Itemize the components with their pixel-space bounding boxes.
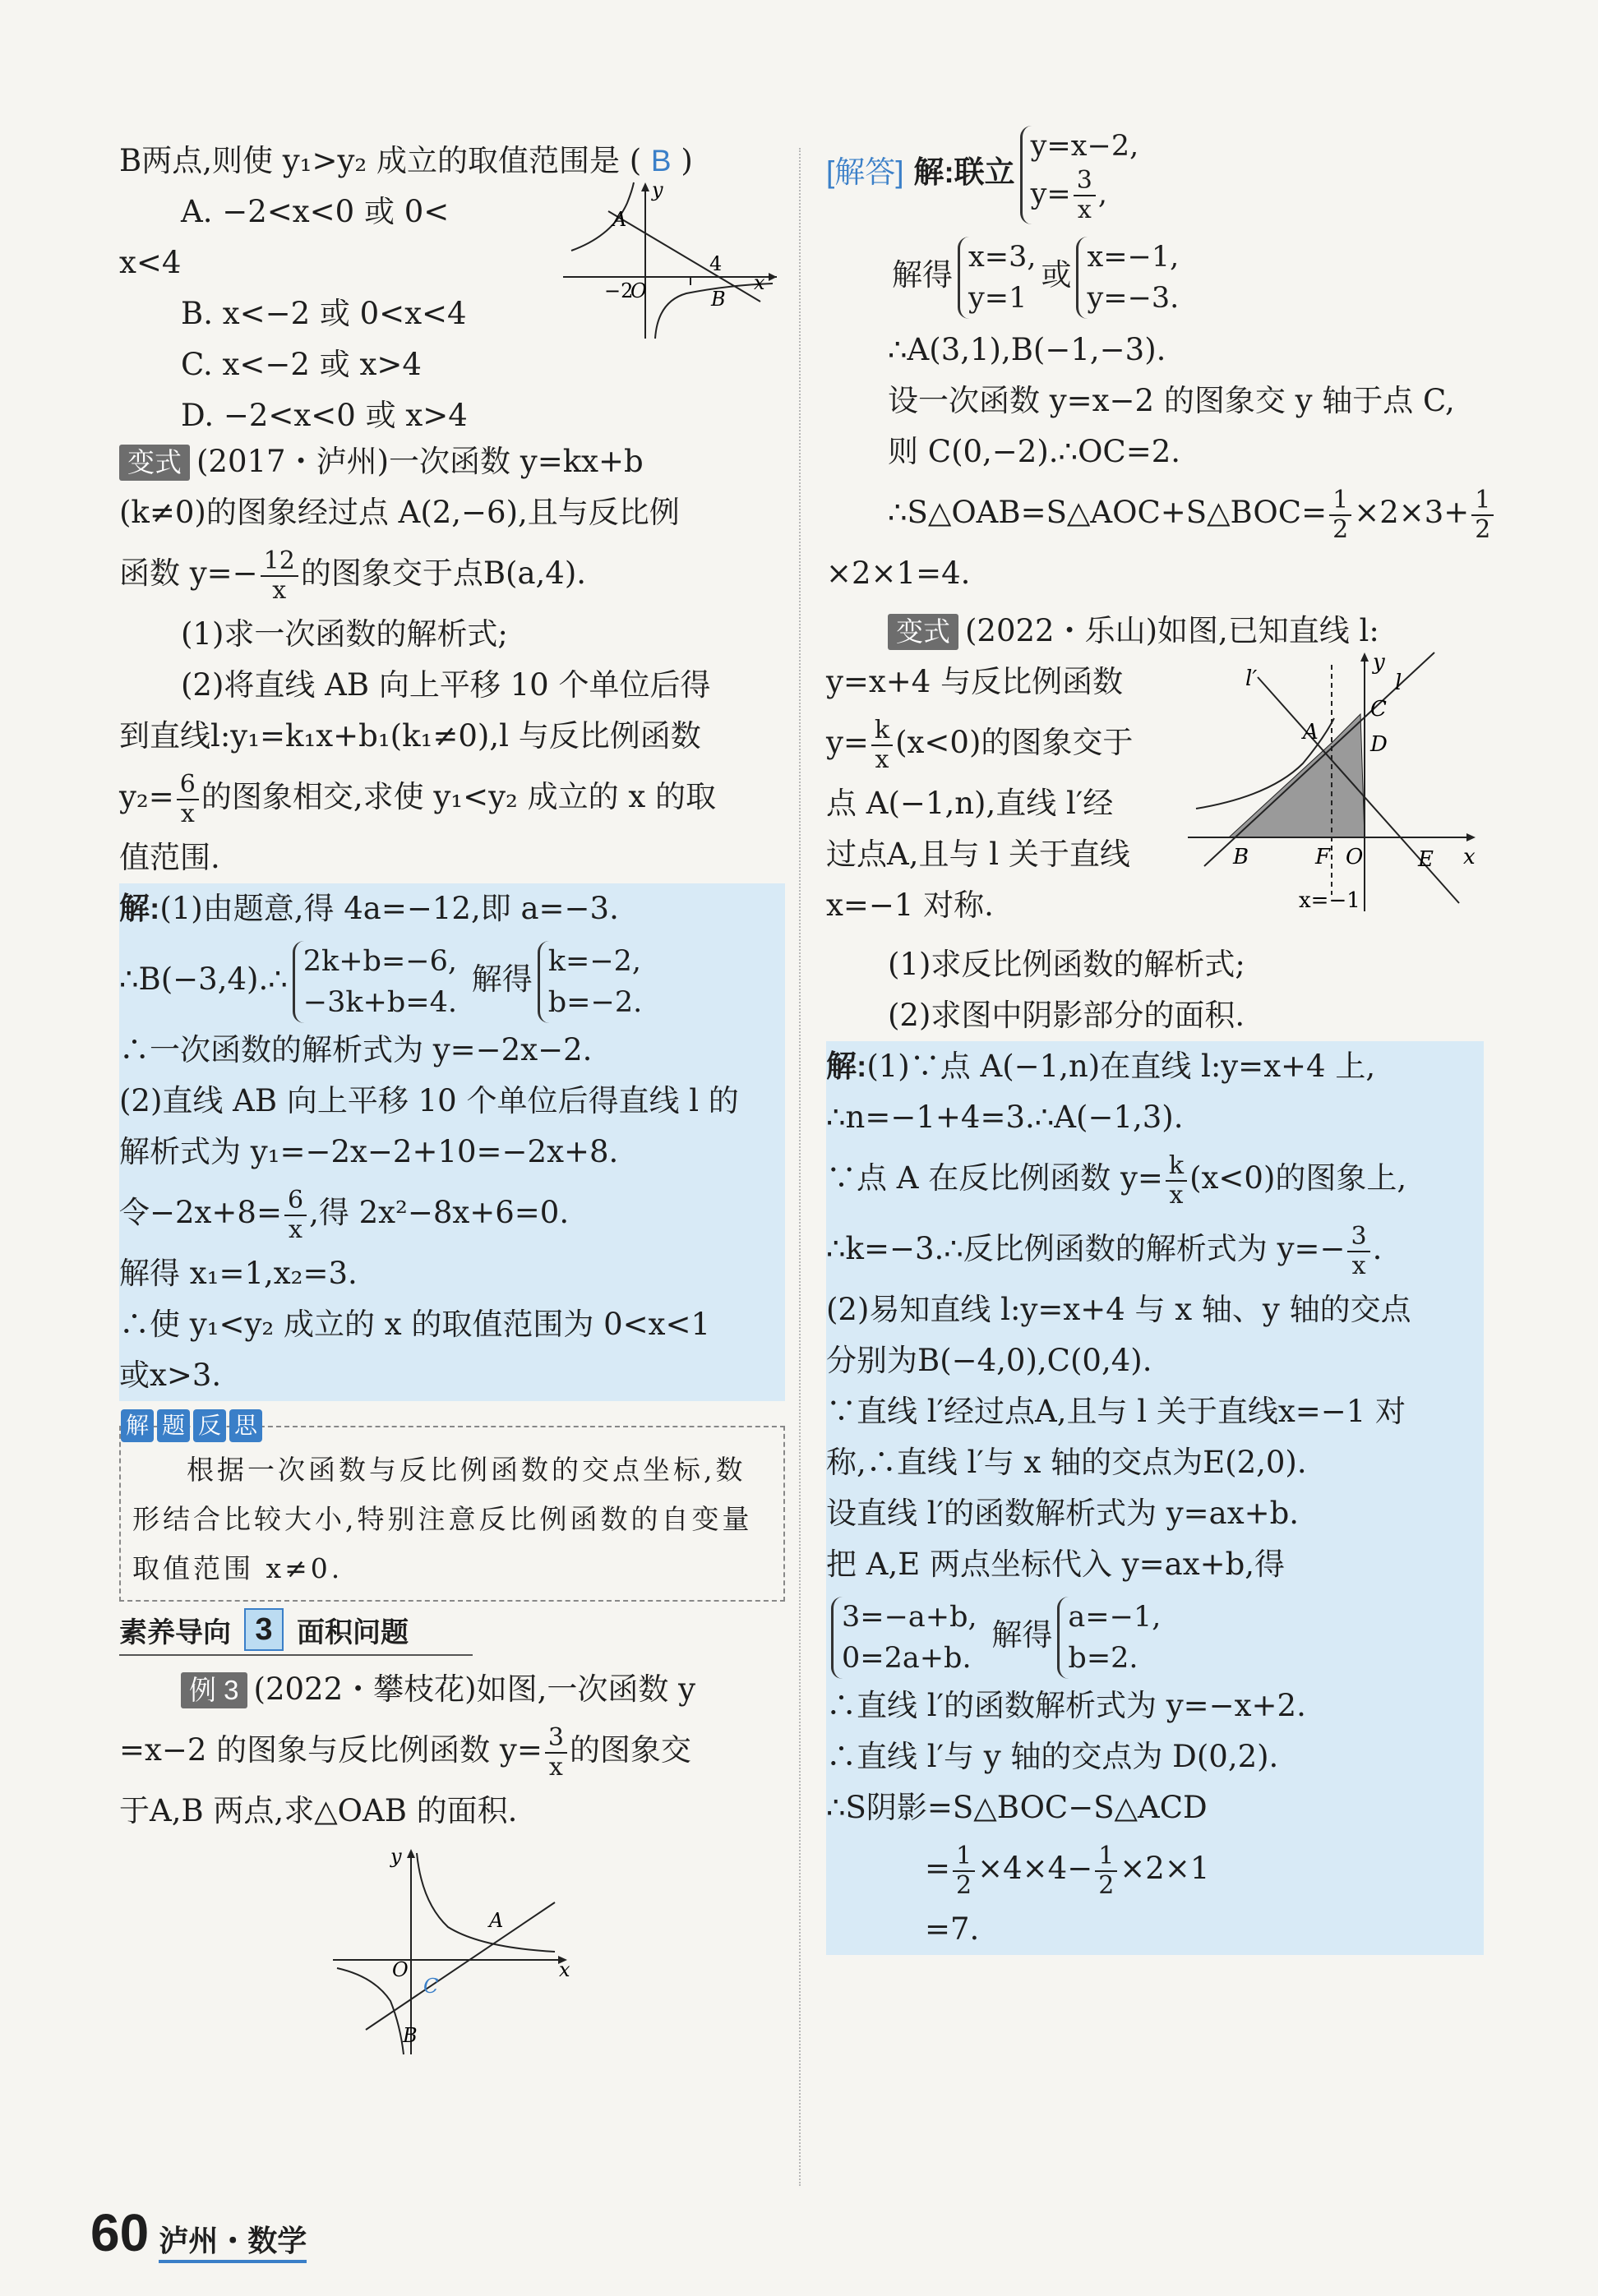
solution-line: 解析式为 y₁=−2x−2+10=−2x+8. [119, 1134, 619, 1169]
graph2-E-label: E [1418, 847, 1434, 872]
variant1-line6: 到直线l:y₁=k₁x+b₁(k₁≠0),l 与反比例函数 [119, 718, 701, 754]
answer-line4: 设一次函数 y=x−2 的图象交 y 轴于点 C, [888, 383, 1455, 418]
variant1-q1: (1)求一次函数的解析式; [181, 616, 508, 652]
graph2-D-label: D [1370, 732, 1388, 757]
solution-line: 令−2x+8= $\frac{6}{x}$ ,得 2x²−8x+6=0. [119, 1185, 570, 1244]
solution-block-1 [119, 883, 785, 1401]
graph2-y-label: y [1373, 650, 1385, 675]
option-b: B. x<−2 或 0<x<4 [181, 296, 467, 331]
variant1-line8: 值范围. [119, 840, 220, 875]
example-line3: 于A,B 两点,求△OAB 的面积. [119, 1793, 518, 1828]
graph1-x-label: x [754, 271, 765, 294]
solution-line: 分别为B(−4,0),C(0,4). [826, 1343, 1152, 1378]
solution-line: 设直线 l′的函数解析式为 y=ax+b. [826, 1496, 1300, 1531]
solution-block-2 [826, 1041, 1484, 1955]
answer-line1: [解答] 解:联立 y=x−2, y= $\frac{3}{x}$ , [826, 119, 1484, 226]
answer-line5: 则 C(0,−2).∴OC=2. [888, 434, 1181, 469]
variant2-line4: 点 A(−1,n),直线 l′经 [826, 786, 1114, 821]
option-c: C. x<−2 或 x>4 [181, 347, 422, 382]
page-number: 60 [90, 2203, 150, 2262]
option-a: A. −2<x<0 或 0< [181, 194, 450, 229]
shaded-area-graph [1188, 648, 1484, 920]
graph1-B-label: B [711, 288, 726, 311]
solution-line: (2)易知直线 l:y=x+4 与 x 轴、y 轴的交点 [826, 1292, 1411, 1327]
graph1-origin-label: O [630, 279, 647, 302]
reflection-title: 解 题 反 思 [121, 1409, 262, 1442]
variant2-block [826, 650, 1484, 931]
option-d: D. −2<x<0 或 x>4 [181, 398, 468, 433]
example-line2: =x−2 的图象与反比例函数 y= $\frac{3}{x}$ 的图象交 [119, 1722, 691, 1782]
graph1-four-label: 4 [709, 252, 723, 275]
example-line1: 例 3 (2022・攀枝花)如图,一次函数 y [119, 1664, 785, 1715]
solution-line: 称,∴直线 l′与 x 轴的交点为E(2,0). [826, 1445, 1307, 1480]
graph2-F-label: F [1315, 845, 1331, 869]
solution-line: ∴k=−3.∴反比例函数的解析式为 y=− $\frac{3}{x}$ . [826, 1221, 1383, 1280]
hyperbola-graph-3 [333, 1845, 580, 2059]
variant2-line6: x=−1 对称. [826, 888, 994, 923]
answer-line7: ×2×1=4. [826, 556, 971, 591]
fraction: $\frac{12}{x}$ [261, 547, 298, 605]
graph1-A-label: A [612, 208, 627, 231]
book-title: 泸州・数学 [159, 2218, 307, 2263]
column-divider [799, 148, 801, 2186]
solution-line: ∴B(−3,4).∴ 2k+b=−6, −3k+b=4. 解得 k=−2, b=−2. [119, 934, 785, 1025]
answer-choice: B [650, 144, 672, 178]
graph1-neg2-label: −2 [604, 279, 634, 302]
solution-line: = $\frac{1}{2}$ ×4×4− $\frac{1}{2}$ ×2×1 [925, 1841, 1210, 1900]
variant2-q2: (2)求图中阴影部分的面积. [888, 998, 1245, 1033]
answer-line2: 解得 x=3, y=1 或 x=−1, y=−3. [826, 226, 1484, 325]
graph3-origin-label: O [392, 1958, 409, 1981]
graph2-l-label: l [1395, 671, 1402, 695]
page-footer [90, 2202, 307, 2263]
example-badge: 例 3 [181, 1672, 247, 1708]
graph2-lprime-label: l′ [1245, 666, 1258, 691]
solution-line: ∴一次函数的解析式为 y=−2x−2. [119, 1032, 593, 1067]
answer-line6: ∴S△OAB=S△AOC+S△BOC= $\frac{1}{2}$ ×2×3+ $\frac{1}{2}$ [826, 477, 1484, 548]
variant2-line2: y=x+4 与反比例函数 [826, 664, 1124, 699]
solution-line: 3=−a+b, 0=2a+b. 解得 a=−1, b=2. [826, 1590, 1484, 1681]
variant-badge: 变式 [119, 445, 190, 481]
solution-line: 把 A,E 两点坐标代入 y=ax+b,得 [826, 1547, 1286, 1582]
answer-line3: ∴A(3,1),B(−1,−3). [888, 332, 1166, 367]
variant1-line2: (k≠0)的图象经过点 A(2,−6),且与反比例 [119, 495, 680, 530]
section-heading: 素养导向 3 面积问题 [119, 1608, 473, 1656]
variant2-q1: (1)求反比例函数的解析式; [888, 947, 1245, 982]
solution-line: 或x>3. [119, 1358, 222, 1393]
solution-line: 解:(1)∵点 A(−1,n)在直线 l:y=x+4 上, [826, 1049, 1376, 1084]
solution-line: ∵直线 l′经过点A,且与 l 关于直线x=−1 对 [826, 1394, 1406, 1429]
solution-line: =7. [925, 1911, 980, 1947]
fraction: $\frac{6}{x}$ [177, 771, 199, 828]
answer-tag: [解答] [826, 155, 904, 189]
question-line: B两点,则使 y₁>y₂ 成立的取值范围是 ( B ) [119, 143, 693, 178]
variant2-line5: 过点A,且与 l 关于直线 [826, 837, 1130, 872]
variant2-line1: 变式 (2022・乐山)如图,已知直线 l: [826, 606, 1484, 657]
variant2-line3: y= $\frac{k}{x}$ (x<0)的图象交于 [826, 715, 1134, 774]
graph3-A-label: A [489, 1909, 504, 1932]
graph1-y-label: y [652, 178, 663, 201]
graph2-C-label: C [1370, 697, 1387, 722]
reflection-text: 根据一次函数与反比例函数的交点坐标,数形结合比较大小,特别注意反比例函数的自变量取值范围 x≠0. [132, 1454, 753, 1584]
solution-line: ∴S阴影=S△BOC−S△ACD [826, 1790, 1208, 1825]
hyperbola-graph-1 [563, 178, 785, 343]
solution-line: 解:(1)由题意,得 4a=−12,即 a=−3. [119, 891, 619, 926]
variant1-q2: (2)将直线 AB 向上平移 10 个单位后得 [181, 667, 711, 703]
variant1-line7: y₂= $\frac{6}{x}$ 的图象相交,求使 y₁<y₂ 成立的 x 的取 [119, 769, 716, 828]
solution-line: 解得 x₁=1,x₂=3. [119, 1256, 358, 1291]
graph3-y-label: y [390, 1845, 402, 1868]
solution-line: ∴直线 l′的函数解析式为 y=−x+2. [826, 1688, 1306, 1723]
reflection-box [119, 1413, 785, 1602]
solution-line: ∴使 y₁<y₂ 成立的 x 的取值范围为 0<x<1 [119, 1307, 711, 1342]
variant1-line1: 变式 (2017・泸州)一次函数 y=kx+b [119, 436, 785, 487]
graph3-B-label: B [403, 2024, 418, 2047]
solution-line: (2)直线 AB 向上平移 10 个单位后得直线 l 的 [119, 1083, 739, 1118]
graph3-x-label: x [559, 1958, 570, 1981]
solution-line: ∴n=−1+4=3.∴A(−1,3). [826, 1100, 1184, 1135]
options-block [119, 178, 785, 433]
variant1-line3: 函数 y=− $\frac{12}{x}$ 的图象交于点B(a,4). [119, 546, 587, 605]
solution-line: ∵点 A 在反比例函数 y= $\frac{k}{x}$ (x<0)的图象上, [826, 1150, 1407, 1210]
right-column [826, 129, 1491, 1955]
graph2-B-label: B [1233, 845, 1249, 869]
graph2-origin-label: O [1346, 845, 1364, 869]
section-number: 3 [244, 1608, 284, 1651]
graph2-A-label: A [1303, 720, 1319, 745]
variant-badge: 变式 [888, 614, 958, 650]
graph2-x-label: x [1463, 845, 1476, 869]
solution-line: ∴直线 l′与 y 轴的交点为 D(0,2). [826, 1739, 1279, 1774]
graph2-x-eq-neg1-label: x=−1 [1299, 888, 1360, 913]
left-column [119, 136, 785, 2062]
option-a-cont: x<4 [119, 245, 182, 280]
graph3-C-label: C [423, 1975, 439, 1998]
